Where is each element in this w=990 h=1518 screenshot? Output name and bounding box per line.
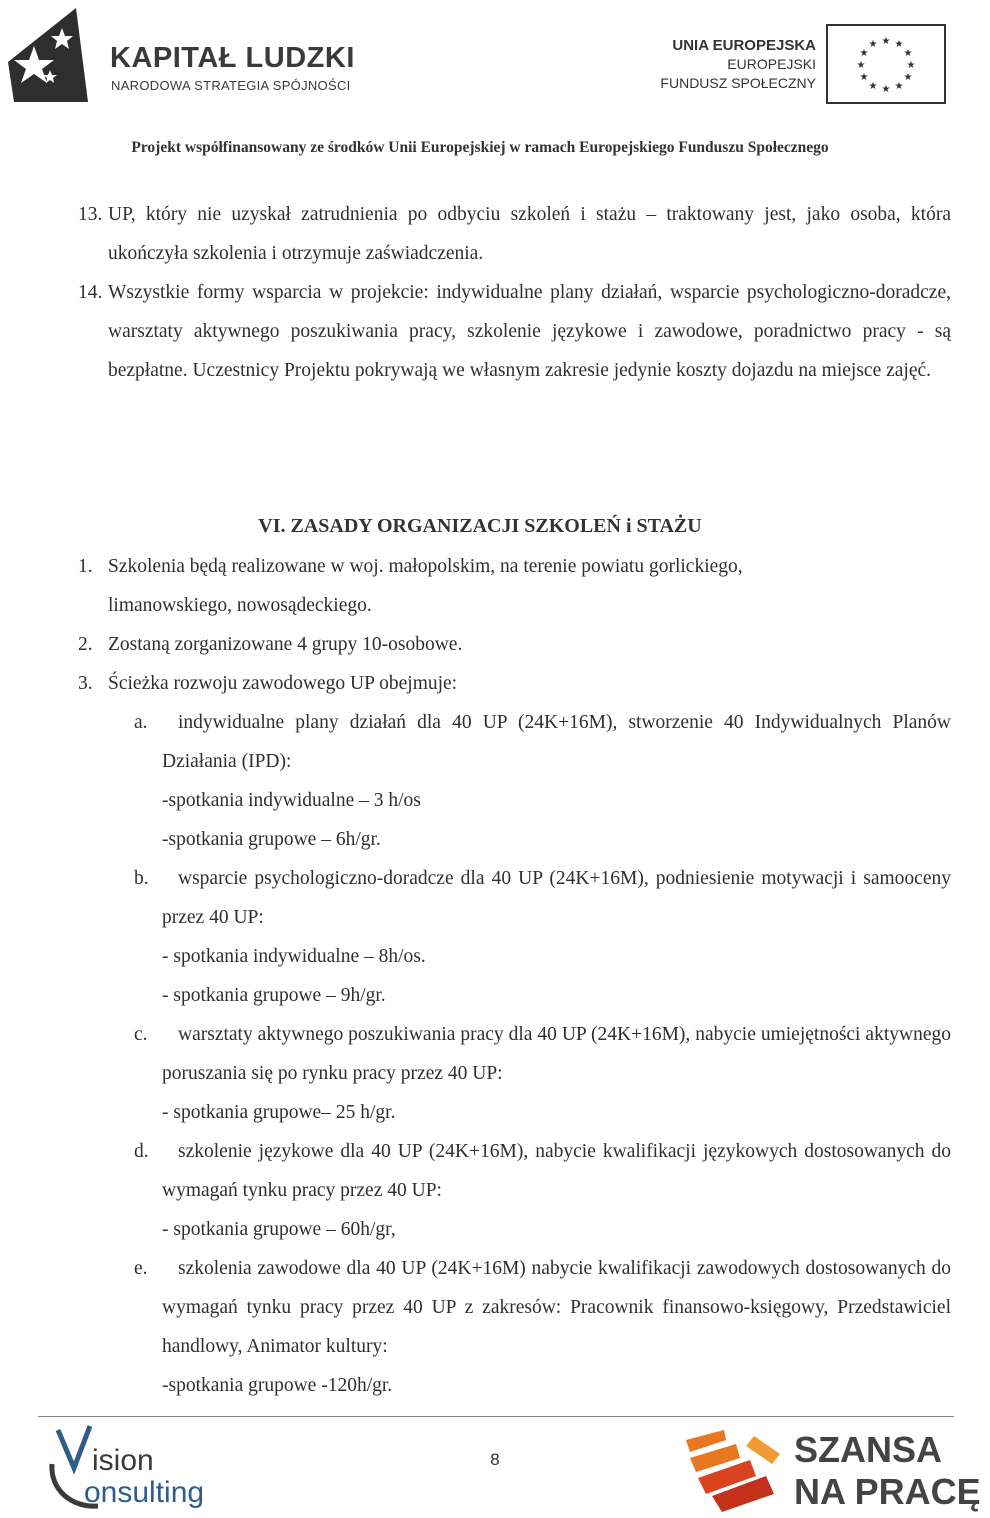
ue-line3: FUNDUSZ SPOŁECZNY (660, 75, 816, 91)
svg-text:★: ★ (881, 84, 891, 95)
svg-text:★: ★ (859, 48, 869, 59)
subitem-c-text: warsztaty aktywnego poszukiwania pracy dla 40 UP (24K+16M), nabycie umiejętności aktywnego poruszania się po rynku pracy przez 40 UP: (162, 1024, 951, 1084)
subitem-d-text: szkolenie językowe dla 40 UP (24K+16M), nabycie kwalifikacji językowych dostosowanych do wymagań tynku pracy przez 40 UP: (162, 1141, 951, 1201)
subitem-a-detail-2: -spotkania grupowe – 6h/gr. (162, 829, 381, 850)
subitem-a-detail-1: -spotkania indywidualne – 3 h/os (162, 790, 421, 811)
eu-fund-label (660, 36, 816, 93)
szansa-text: SZANSA (794, 1429, 943, 1470)
svg-text:★: ★ (894, 39, 904, 50)
subitem-b-letter: b. (134, 868, 149, 889)
kapital-ludzki-subtitle: NARODOWA STRATEGIA SPÓJNOŚCI (111, 78, 351, 93)
page-number: 8 (490, 1450, 500, 1469)
cofinancing-note: Projekt współfinansowany ze środków Unii Europejskiej w ramach Europejskiego Funduszu Społecznego (131, 139, 829, 156)
kapital-ludzki-logo-icon (6, 6, 96, 102)
szansa-na-prace-logo (684, 1424, 981, 1514)
subitem-d-letter: d. (134, 1141, 149, 1162)
ue-line2: EUROPEJSKI (727, 56, 816, 72)
subitem-d-detail-1: - spotkania grupowe – 60h/gr, (162, 1219, 396, 1240)
item-13-number: 13. (78, 204, 103, 225)
svg-text:★: ★ (859, 72, 869, 83)
item-13-text: UP, który nie uzyskał zatrudnienia po odbyciu szkoleń i stażu – traktowany jest, jako osoba, która ukończyła szkolenia i otrzymuje zaświadczenia. (108, 204, 951, 264)
svg-text:★: ★ (906, 60, 916, 71)
footer-divider (38, 1416, 954, 1417)
subitem-c-detail-1: - spotkania grupowe– 25 h/gr. (162, 1102, 396, 1123)
item-3-text: Ścieżka rozwoju zawodowego UP obejmuje: (108, 673, 458, 694)
subitem-b-detail-2: - spotkania grupowe – 9h/gr. (162, 985, 386, 1006)
subitem-c-letter: c. (134, 1024, 148, 1045)
subitem-b-text: wsparcie psychologiczno-doradcze dla 40 UP (24K+16M), podniesienie motywacji i samooceny przez 40 UP: (162, 868, 951, 928)
page-header (0, 0, 960, 156)
flame-icon (686, 1430, 780, 1512)
section-heading: VI. ZASADY ORGANIZACJI SZKOLEŃ i STAŻU (258, 515, 702, 537)
item-14-text: Wszystkie formy wsparcia w projekcie: indywidualne plany działań, wsparcie psychologiczno-doradcze, warsztaty aktywnego poszukiwania pracy, szkolenie językowe i zawodowe, poradnictwo pracy - są bezpłatne. Uczestnicy Projektu pokrywają we własnym zakresie jedynie koszty dojazdu na miejsce zajęć. (108, 282, 951, 381)
svg-text:★: ★ (903, 72, 913, 83)
svg-text:★: ★ (881, 36, 891, 47)
subitem-b-detail-1: - spotkania indywidualne – 8h/os. (162, 946, 426, 967)
vision-text: ision (92, 1444, 154, 1477)
ue-line1: UNIA EUROPEJSKA (672, 37, 816, 54)
kapital-ludzki-title: KAPITAŁ LUDZKI (110, 42, 355, 74)
subitem-a-text: indywidualne plany działań dla 40 UP (24K+16M), stworzenie 40 Indywidualnych Planów Działania (IPD): (162, 712, 951, 772)
eu-flag-icon (826, 24, 946, 104)
svg-text:★: ★ (868, 39, 878, 50)
item-1-text: Szkolenia będą realizowane w woj. małopolskim, na terenie powiatu gorlickiego, limanowskiego, nowosądeckiego. (108, 556, 743, 616)
subitem-a-letter: a. (134, 712, 148, 733)
svg-text:★: ★ (868, 81, 878, 92)
item-1-number: 1. (78, 556, 93, 577)
consulting-text: onsulting (84, 1476, 205, 1509)
item-2-text: Zostaną zorganizowane 4 grupy 10-osobowe. (108, 634, 463, 655)
svg-text:★: ★ (894, 81, 904, 92)
item-3-number: 3. (78, 673, 93, 694)
subitem-e-letter: e. (134, 1258, 148, 1279)
item-2-number: 2. (78, 634, 93, 655)
item-14-number: 14. (78, 282, 103, 303)
svg-text:★: ★ (856, 60, 866, 71)
svg-text:★: ★ (903, 48, 913, 59)
subitem-e-detail-1: -spotkania grupowe -120h/gr. (162, 1375, 393, 1396)
na-prace-text: NA PRACĘ (794, 1471, 981, 1512)
subitem-e-text: szkolenia zawodowe dla 40 UP (24K+16M) nabycie kwalifikacji zawodowych dostosowanych do wymagań tynku pracy przez 40 UP z zakresów: Pracownik finansowo-księgowy, Przedstawiciel handlowy, Animator kultury: (162, 1258, 951, 1357)
